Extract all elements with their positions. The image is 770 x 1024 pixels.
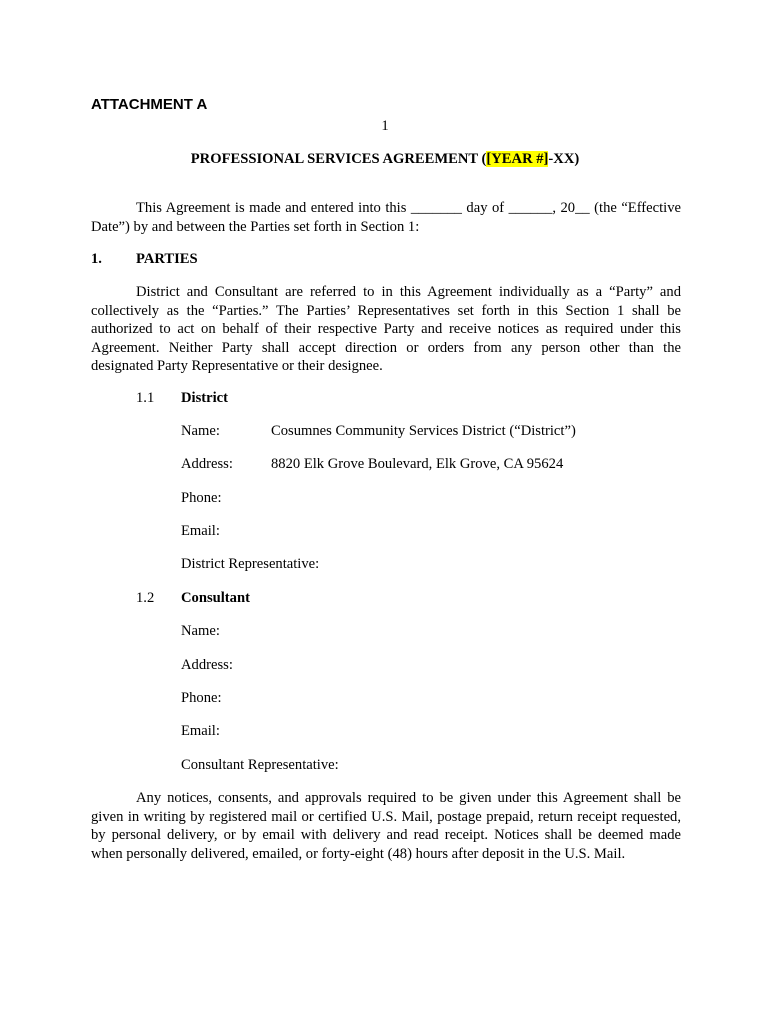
paragraph-line: authorized to act on behalf of their respective Party and receive notices as required under this (91, 321, 681, 337)
district-name-label: Name: (181, 423, 220, 439)
consultant-phone-label: Phone: (181, 690, 222, 706)
intro-paragraph (91, 199, 681, 236)
page-number: 1 (381, 118, 389, 134)
notice-line: given in writing by registered mail or certified U.S. Mail, postage prepaid, return receipt requested, (91, 808, 681, 825)
consultant-representative-label: Consultant Representative: (181, 757, 339, 773)
attachment-title: ATTACHMENT A (91, 96, 208, 113)
district-phone-label: Phone: (181, 490, 222, 506)
section-1-number: 1. (91, 251, 102, 267)
notice-line: when personally delivered, emailed, or forty-eight (48) hours after deposit in the U.S. Mail. (91, 845, 626, 862)
notices-paragraph (91, 789, 681, 863)
paragraph-line: designated Party Representative or their designee. (91, 358, 383, 374)
district-address-value: 8820 Elk Grove Boulevard, Elk Grove, CA 95624 (271, 456, 564, 472)
section-1-paragraph (91, 283, 681, 376)
intro-line-2: Date”) by and between the Parties set forth in Section 1: (91, 218, 420, 235)
district-heading: District (181, 390, 229, 406)
consultant-number: 1.2 (136, 590, 155, 606)
notice-line: Any notices, consents, and approvals required to be given under this Agreement shall be (136, 790, 681, 806)
agreement-title-suffix: -XX) (548, 151, 580, 167)
paragraph-line: District and Consultant are referred to in this Agreement individually as a “Party” and (136, 284, 681, 300)
district-representative-label: District Representative: (181, 556, 320, 572)
district-name-value: Cosumnes Community Services District (“District”) (271, 423, 576, 439)
paragraph-line: Agreement. Neither Party shall accept direction or orders from any person other than the (91, 339, 681, 356)
agreement-title (0, 150, 770, 169)
paragraph-line: collectively as the “Parties.” The Parties’ Representatives set forth in this Section 1 shall be (91, 302, 681, 319)
intro-line-1: This Agreement is made and entered into this _______ day of ______, 20__ (the “Effective (136, 200, 681, 216)
district-address-label: Address: (181, 456, 233, 472)
consultant-address-label: Address: (181, 657, 233, 673)
district-number: 1.1 (136, 390, 155, 406)
consultant-name-label: Name: (181, 623, 220, 639)
agreement-title-prefix: PROFESSIONAL SERVICES AGREEMENT ( (190, 151, 487, 167)
district-email-label: Email: (181, 523, 220, 539)
section-1-heading: PARTIES (136, 251, 198, 267)
consultant-heading: Consultant (181, 590, 250, 606)
consultant-email-label: Email: (181, 723, 220, 739)
year-highlight: [YEAR #] (486, 151, 549, 167)
notice-line: by personal delivery, or by email with delivery and read receipt. Notices shall be deemed made (91, 827, 681, 843)
